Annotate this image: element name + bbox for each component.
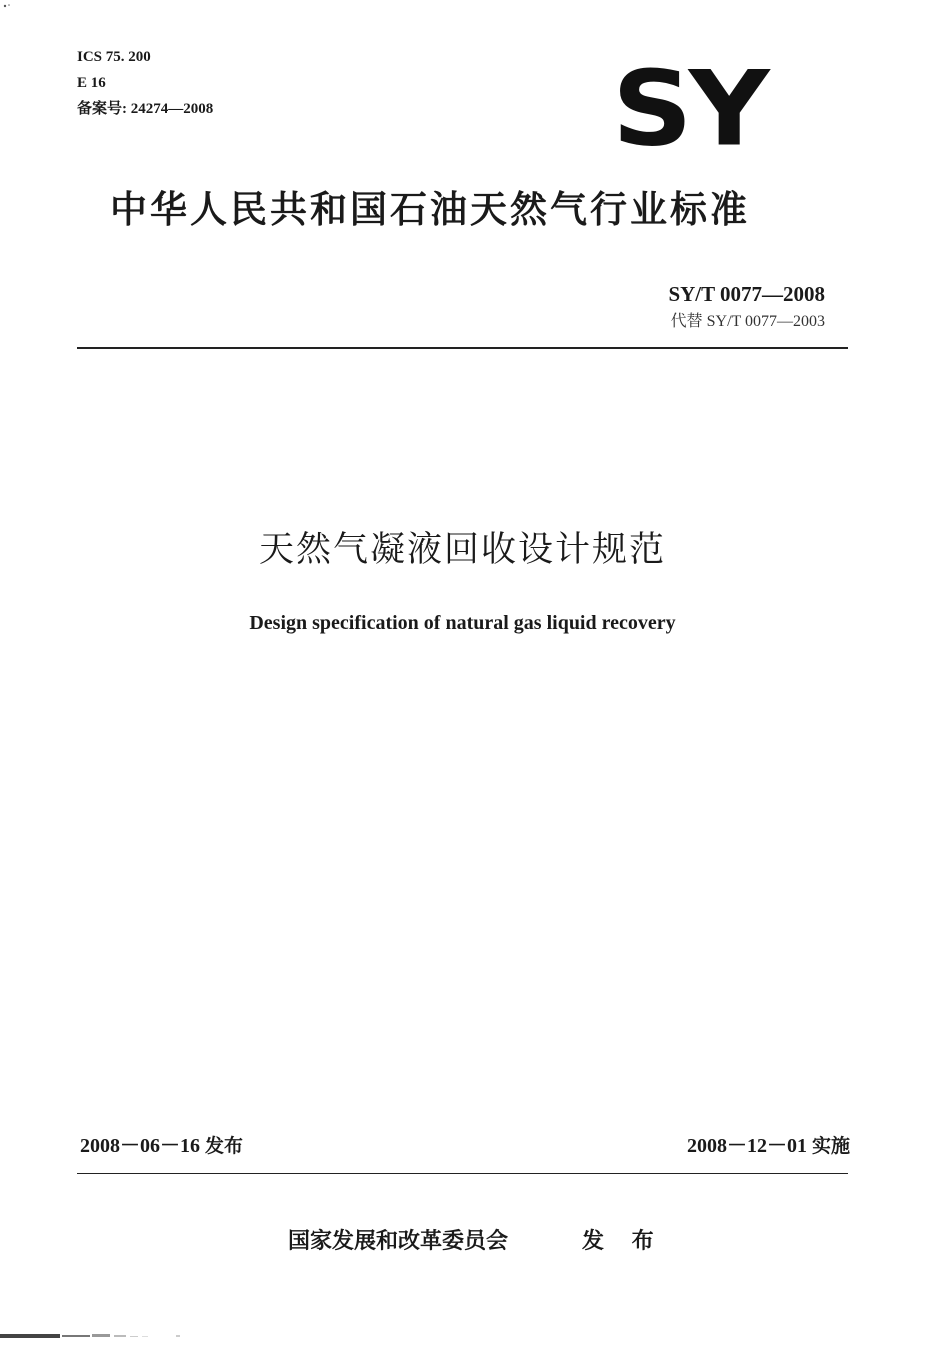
classification-code: E 16 <box>77 75 106 91</box>
effective-date-line <box>687 1133 850 1159</box>
industry-standard-title: 中华人民共和国石油天然气行业标准 <box>110 188 750 231</box>
ics-code: ICS 75. 200 <box>77 49 151 65</box>
sy-logo: SY <box>612 49 766 170</box>
publisher-name: 国家发展和改革委员会 <box>288 1229 509 1254</box>
replaces-standard: 代替 SY/T 0077—2003 <box>670 313 825 330</box>
publish-action: 发 布 <box>582 1229 664 1254</box>
effective-label: 实施 <box>811 1135 850 1157</box>
bottom-divider <box>77 1173 848 1174</box>
issue-date-line <box>80 1133 243 1159</box>
record-number: 备案号: 24274—2008 <box>77 101 214 117</box>
title-english: Design specification of natural gas liquid recovery <box>249 612 676 634</box>
effective-date: 2008－12－01 <box>686 1135 807 1157</box>
title-chinese: 天然气凝液回收设计规范 <box>258 530 666 570</box>
top-divider <box>77 347 848 349</box>
issue-date: 2008－06－16 <box>80 1135 200 1157</box>
scan-artifact <box>0 1330 190 1342</box>
scan-corner-mark <box>2 2 14 10</box>
issue-label: 发布 <box>205 1135 244 1157</box>
standard-code: SY/T 0077—2008 <box>668 282 825 306</box>
